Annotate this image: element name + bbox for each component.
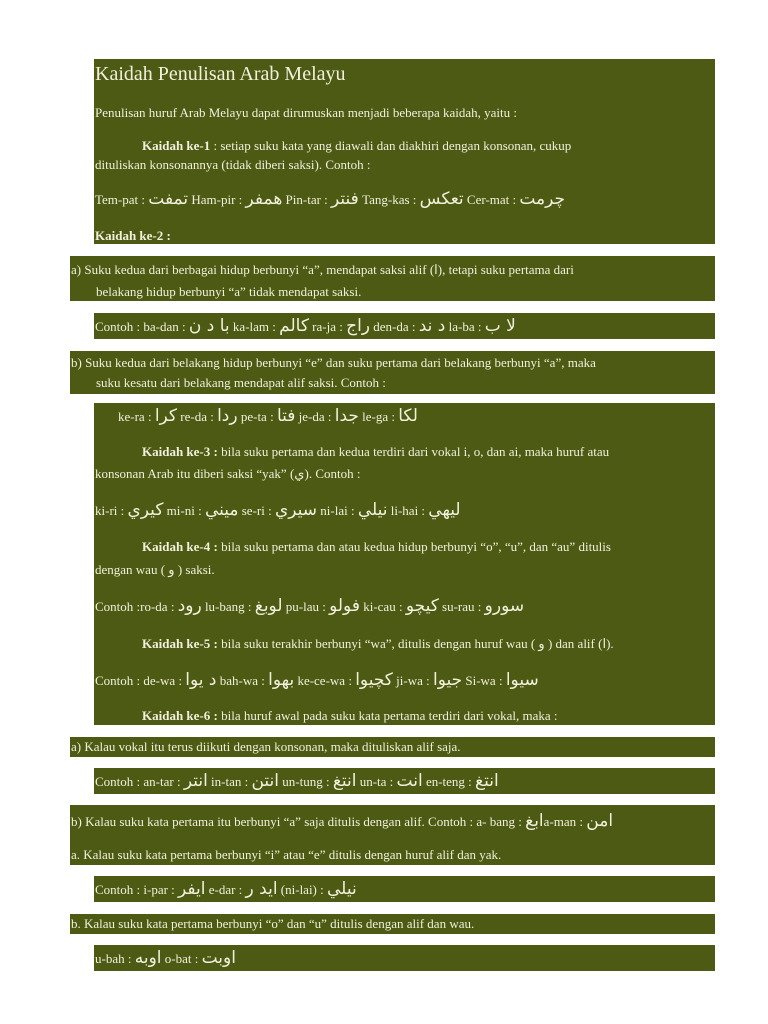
example-latin: ra-ja : [312,319,347,334]
example-arabic: فتا [276,406,296,426]
kaidah-3-line-2: konsonan Arab itu diberi saksi “yak” (ي). Contoh : [95,466,361,481]
kaidah-6d-line: b. Kalau suku kata pertama berbunyi “o” dan “u” ditulis dengan alif dan wau. [71,916,475,931]
example-latin: Contoh : i-par : [95,882,179,897]
example-latin: ji-wa : [396,673,433,688]
example-arabic: سورو [484,596,525,616]
example-arabic: ايد ر [245,879,278,899]
example-latin: o-bat : [164,951,202,966]
intro-text: Penulisan huruf Arab Melayu dapat dirumuskan menjadi beberapa kaidah, yaitu : [95,105,518,120]
kaidah-1-examples [95,188,565,211]
example-arabic: تمفت [148,189,189,209]
kaidah-6-line-1 [142,705,558,727]
kaidah-3-text: bila suku pertama dan kedua terdiri dari vokal i, o, dan ai, maka huruf atau [217,444,610,459]
example-arabic: ابغ [525,811,544,831]
example-arabic: فولو [329,596,360,616]
example-latin: Ham-pir : [191,192,246,207]
example-arabic: لوبغ [254,596,283,616]
example-arabic: بهوا [268,670,295,690]
example-latin: Tem-pat : [95,192,149,207]
example-latin: pe-ta : [240,409,277,424]
example-arabic: اوبت [201,948,236,968]
example-latin: un-tung : [282,774,333,789]
kaidah-4-line-1 [142,536,611,558]
kaidah-4-line-2: dengan wau ( و ) saksi. [95,562,215,577]
example-latin: u-bah : [95,951,135,966]
example-latin: bah-wa : [219,673,269,688]
example-arabic: امن [586,811,614,831]
kaidah-5-label: Kaidah ke-5 : [142,636,218,651]
example-latin: mi-ni : [166,503,205,518]
example-arabic: كيري [127,500,164,520]
example-arabic: ردا [217,406,238,426]
example-latin: la-ba : [448,319,485,334]
example-latin: le-ga : [362,409,399,424]
example-latin: Contoh : ba-dan : [95,319,189,334]
example-latin: in-tan : [211,774,252,789]
kaidah-4-examples [95,595,524,618]
example-arabic: ليهي [428,500,461,520]
kaidah-6b-text: b) Kalau suku kata pertama itu berbunyi “a” saja ditulis dengan alif. Contoh : a- bang : [71,814,526,829]
kaidah-2b-examples [118,405,418,428]
example-arabic: كالم [279,316,309,336]
example-latin: pu-lau : [285,599,330,614]
example-latin: Contoh : an-tar : [95,774,184,789]
example-latin: Tang-kas : [362,192,420,207]
example-latin: Pin-tar : [285,192,332,207]
kaidah-5-examples [95,669,539,692]
example-latin: e-dar : [208,882,246,897]
kaidah-3-label: Kaidah ke-3 : [142,444,218,459]
example-arabic: انتغ [332,771,357,791]
kaidah-6a-line: a) Kalau vokal itu terus diikuti dengan konsonan, maka dituliskan alif saja. [71,739,461,754]
example-arabic: نيلي [327,879,357,899]
kaidah-2a-line-2: belakang hidup berbunyi “a” tidak mendapat saksi. [96,284,362,299]
example-latin: su-rau : [442,599,485,614]
example-latin: je-da : [298,409,335,424]
example-arabic: چرمت [519,189,566,209]
kaidah-1-label: Kaidah ke-1 [142,138,211,153]
example-arabic: انتغ [475,771,499,791]
kaidah-6-text: bila huruf awal pada suku kata pertama terdiri dari vokal, maka : [217,708,558,723]
example-arabic: سيري [274,500,318,520]
example-latin: se-ri : [241,503,275,518]
kaidah-2b-line-1: b) Suku kedua dari belakang hidup berbunyi “e” dan suku pertama dari belakang berbunyi “a”, maka [71,355,596,370]
example-arabic: انتن [251,771,280,791]
kaidah-6c-examples [95,878,357,901]
example-latin: lu-bang : [204,599,255,614]
example-arabic: انتر [183,771,208,791]
kaidah-4-text: bila suku pertama dan atau kedua hidup berbunyi “o”, “u”, dan “au” ditulis [217,539,611,554]
kaidah-6-label: Kaidah ke-6 : [142,708,218,723]
example-arabic: ميني [204,500,239,520]
example-latin: re-da : [180,409,218,424]
kaidah-2a-line-1: a) Suku kedua dari berbagai hidup berbunyi “a”, mendapat saksi alif (ا), tetapi suku pertama dari [71,262,574,277]
kaidah-6d-examples [95,947,236,970]
example-arabic: انت [396,771,423,791]
example-arabic: سيوا [505,670,539,690]
example-latin: ki-ri : [95,503,128,518]
example-arabic: ايفر [178,879,206,899]
example-arabic: با د ن [188,316,230,336]
example-arabic: د ند [418,316,446,336]
kaidah-3-examples [95,499,461,522]
kaidah-1-text: : setiap suku kata yang diawali dan diakhiri dengan konsonan, cukup [210,138,572,153]
example-arabic: راج [346,316,370,336]
example-latin: a-man : [543,814,587,829]
example-latin: un-ta : [359,774,397,789]
example-latin: (ni-lai) : [280,882,328,897]
example-arabic: كچيوا [355,670,393,690]
kaidah-6a-examples [95,770,499,793]
example-arabic: لكا [398,406,418,426]
example-latin: Cer-mat : [466,192,520,207]
example-arabic: نيلي [357,500,388,520]
example-arabic: اوبه [134,948,162,968]
example-latin: den-da : [373,319,419,334]
example-latin: en-teng : [425,774,476,789]
example-arabic: تعكس [419,189,464,209]
example-arabic: كرا [154,406,178,426]
kaidah-3-line-1 [142,441,609,463]
example-latin: Contoh :ro-da : [95,599,178,614]
example-latin: ki-cau : [363,599,406,614]
kaidah-2b-line-2: suku kesatu dari belakang mendapat alif saksi. Contoh : [96,375,386,390]
example-arabic: لا ب [484,316,516,336]
example-arabic: رود [177,596,202,616]
example-arabic: جدا [334,406,359,426]
example-latin: ke-ce-wa : [297,673,356,688]
kaidah-2-label: Kaidah ke-2 : [95,228,171,243]
example-latin: li-hai : [390,503,429,518]
example-arabic: كيچو [405,596,439,616]
example-arabic: همفر [245,189,283,209]
kaidah-5-line-1 [142,633,614,655]
kaidah-4-label: Kaidah ke-4 : [142,539,218,554]
example-latin: ka-lam : [232,319,280,334]
page-title: Kaidah Penulisan Arab Melayu [95,63,346,85]
example-arabic: فنتر [331,189,359,209]
kaidah-2a-examples [95,315,516,338]
kaidah-1-line-2: dituliskan konsonannya (tidak diberi saksi). Contoh : [95,157,371,172]
kaidah-6c-line: a. Kalau suku kata pertama berbunyi “i” atau “e” ditulis dengan huruf alif dan yak. [71,847,502,862]
kaidah-6b-line [71,810,613,833]
example-latin: Si-wa : [465,673,506,688]
example-arabic: جيوا [432,670,463,690]
example-latin: ni-lai : [320,503,358,518]
kaidah-5-text: bila suku terakhir berbunyi “wa”, ditulis dengan huruf wau ( و ) dan alif (ا). [217,636,614,651]
example-latin: Contoh : de-wa : [95,673,186,688]
example-latin: ke-ra : [118,409,155,424]
example-arabic: د يوا [185,670,217,690]
